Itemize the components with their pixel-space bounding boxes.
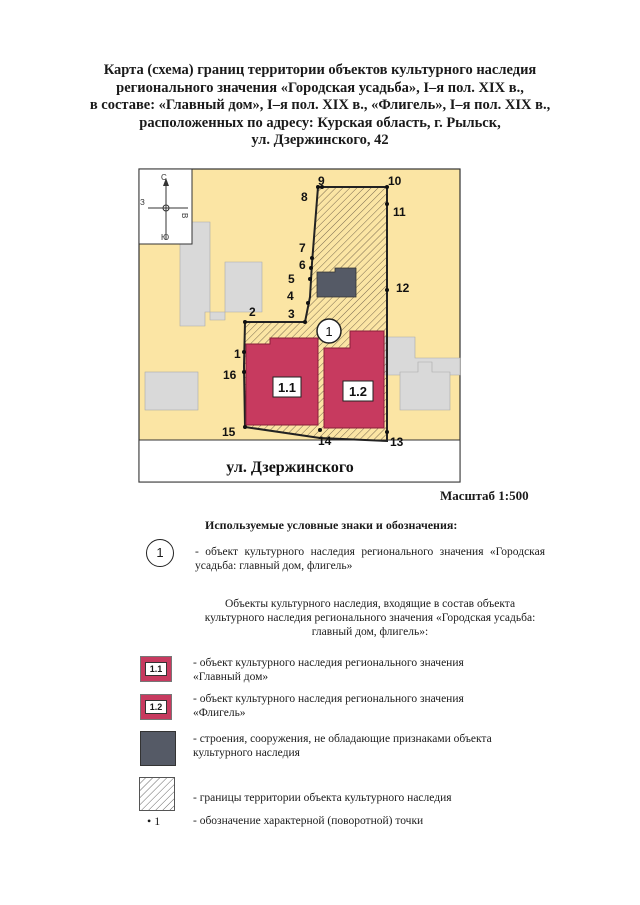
point-dot	[385, 430, 389, 434]
point-label: 9	[318, 174, 325, 188]
point-label: 13	[390, 435, 404, 449]
legend-hatch-symbol	[139, 777, 175, 811]
point-dot	[308, 277, 312, 281]
territory-marker-number: 1	[325, 324, 333, 339]
compass-west: З	[140, 198, 145, 207]
title-line-5: ул. Дзержинского, 42	[251, 132, 389, 148]
legend-main-house-text: - объект культурного наследия регионального значения «Главный дом»	[193, 657, 464, 683]
legend-non-heritage-symbol	[140, 731, 176, 766]
point-dot	[242, 350, 246, 354]
point-dot	[242, 370, 246, 374]
point-dot	[385, 288, 389, 292]
point-dot	[243, 320, 247, 324]
legend-wing-symbol-label: 1.2	[145, 700, 167, 714]
building-wing-label: 1.2	[348, 384, 368, 399]
legend-main-house-symbol	[140, 656, 172, 682]
compass-south: Ю	[161, 233, 170, 242]
point-dot	[385, 202, 389, 206]
title-line-2: регионального значения «Городская усадьба», I–я пол. XIX в.,	[116, 79, 524, 96]
legend-hatch-text: - границы территории объекта культурного наследия	[193, 792, 452, 804]
compass-east: В	[180, 213, 189, 219]
legend-non-heritage-text: - строения, сооружения, не обладающие признаками объекта культурного наследия	[193, 733, 492, 759]
point-label: 6	[299, 258, 306, 272]
point-dot	[303, 320, 307, 324]
legend-main-house-symbol-label: 1.1	[145, 662, 167, 676]
legend-wing-text: - объект культурного наследия регионального значения «Флигель»	[193, 693, 464, 719]
legend-circle-symbol: 1	[146, 539, 174, 567]
title-line-4: расположенных по адресу: Курская область, г. Рыльск,	[139, 114, 501, 131]
point-label: 16	[223, 368, 237, 382]
non-heritage-building	[317, 268, 356, 297]
point-label: 15	[222, 425, 236, 439]
legend-heading: Используемые условные знаки и обозначения:	[205, 518, 458, 532]
street-label: ул. Дзержинского	[226, 459, 354, 476]
point-dot	[310, 256, 314, 260]
point-label: 3	[288, 307, 295, 321]
point-dot	[306, 301, 310, 305]
point-dot	[318, 428, 322, 432]
point-label: 2	[249, 305, 256, 319]
neighbour-building	[145, 372, 198, 410]
point-label: 11	[393, 205, 406, 219]
point-label: 1	[234, 347, 241, 361]
building-main-label: 1.1	[277, 380, 297, 395]
title-line-3: в составе: «Главный дом», I–я пол. XIX в., «Флигель», I–я пол. XIX в.,	[89, 97, 551, 113]
title-line-1: Карта (схема) границ территории объектов культурного наследия	[103, 62, 537, 78]
point-dot	[243, 425, 247, 429]
point-label: 8	[301, 190, 308, 204]
point-label: 14	[318, 434, 332, 448]
point-label: 7	[299, 241, 306, 255]
point-dot	[309, 266, 313, 270]
legend-wing-symbol	[140, 694, 172, 720]
legend-sub-heading: Объекты культурного наследия, входящие в состав объекта культурного наследия регионального значения «Городская усадьба: главный дом, флигель»:	[204, 598, 536, 638]
point-label: 12	[396, 281, 410, 295]
map-scale: Масштаб 1:500	[440, 488, 529, 503]
legend-circle-text: - объект культурного наследия регионального значения «Городская усадьба: главный дом, флигель»	[195, 546, 545, 572]
legend-point-symbol: • 1	[147, 814, 161, 828]
point-label: 4	[287, 289, 294, 303]
legend-point-text: - обозначение характерной (поворотной) точки	[193, 815, 424, 827]
point-label: 10	[388, 174, 402, 188]
point-label: 5	[288, 272, 295, 286]
compass-north: С	[161, 173, 167, 182]
